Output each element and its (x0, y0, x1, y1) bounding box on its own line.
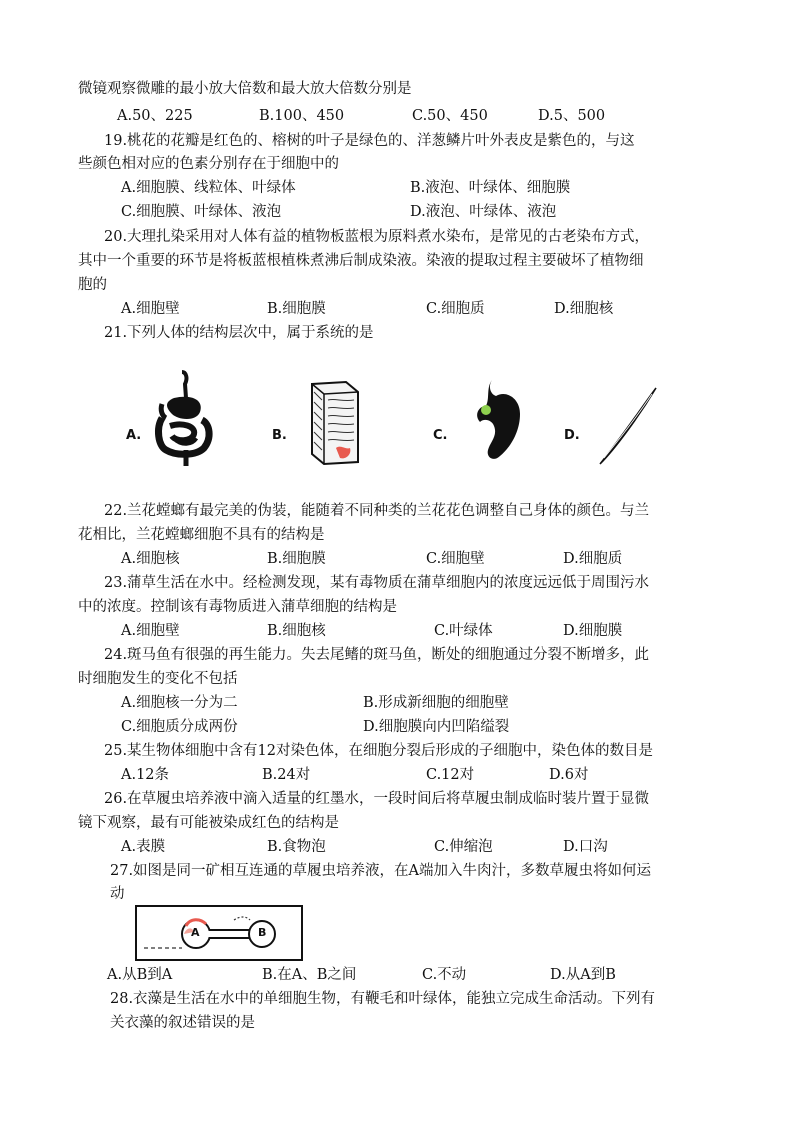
q24-stem-line-2: 时细胞发生的变化不包括 (78, 671, 238, 687)
q28-stem-line-2: 关衣藻的叙述错误的是 (110, 1015, 255, 1031)
q28-stem-line-1: 28.衣藻是生活在水中的单细胞生物，有鞭毛和叶绿体，能独立完成生命活动。下列有 (110, 991, 656, 1007)
q24-option-b: B.形成新细胞的细胞壁 (363, 695, 509, 711)
q20-option-b: B.细胞膜 (267, 301, 326, 317)
muscle-cell-figure (594, 384, 660, 468)
q24-option-a: A.细胞核一分为二 (121, 695, 238, 711)
q24-stem-line-1: 24.斑马鱼有很强的再生能力。失去尾鳍的斑马鱼，断处的细胞通过分裂不断增多，此 (104, 647, 650, 663)
q26-option-b: B.食物泡 (267, 839, 326, 855)
q23-option-d: D.细胞膜 (563, 623, 623, 639)
q26-option-c: C.伸缩泡 (434, 839, 493, 855)
q27-option-c: C.不动 (422, 967, 467, 983)
q23-stem-line-1: 23.蒲草生活在水中。经检测发现，某有毒物质在蒲草细胞内的浓度远远低于周围污水 (104, 575, 650, 591)
q24-option-c: C.细胞质分成两份 (121, 719, 238, 735)
q19-stem-line-1: 19.桃花的花瓣是红色的、榕树的叶子是绿色的、洋葱鳞片叶外表皮是紫色的，与这 (104, 133, 635, 149)
q23-option-b: B.细胞核 (267, 623, 326, 639)
tissue-block-figure (306, 378, 364, 468)
q20-option-d: D.细胞核 (554, 301, 614, 317)
q25-option-d: D.6对 (549, 767, 589, 783)
q20-option-a: A.细胞壁 (121, 301, 180, 317)
q24-option-d: D.细胞膜向内凹陷缢裂 (363, 719, 510, 735)
q26-option-a: A.表膜 (121, 839, 166, 855)
slide-label-a: A (191, 926, 200, 939)
q20-stem-line-2: 其中一个重要的环节是将板蓝根植株煮沸后制成染液。染液的提取过程主要破坏了植物细 (78, 253, 644, 269)
q19-option-b: B.液泡、叶绿体、细胞膜 (410, 180, 571, 196)
culture-slide-figure (134, 904, 306, 962)
q27-stem-line-1: 27.如图是同一矿相互连通的草履虫培养液，在A端加入牛肉汁，多数草履虫将如何运 (110, 863, 652, 879)
q27-option-d: D.从A到B (550, 967, 616, 983)
q25-option-c: C.12对 (426, 767, 475, 783)
q18-option-b: B.100、450 (259, 108, 345, 124)
digestive-system-figure (152, 368, 216, 468)
q27-option-b: B.在A、B之间 (262, 967, 357, 983)
stomach-organ-figure (470, 376, 526, 464)
q21-fig-label-a: A. (126, 428, 142, 443)
q26-stem-line-2: 镜下观察，最有可能被染成红色的结构是 (78, 815, 339, 831)
q23-option-a: A.细胞壁 (121, 623, 180, 639)
q18-option-d: D.5、500 (538, 108, 606, 124)
q21-fig-label-d: D. (564, 428, 580, 443)
q21-fig-label-b: B. (272, 428, 287, 443)
q20-stem-line-1: 20.大理扎染采用对人体有益的植物板蓝根为原料煮水染布，是常见的古老染布方式， (104, 229, 650, 245)
q22-stem-line-1: 22.兰花螳螂有最完美的伪装，能随着不同种类的兰花花色调整自己身体的颜色。与兰 (104, 503, 650, 519)
q19-option-d: D.液泡、叶绿体、液泡 (410, 204, 557, 220)
q21-stem: 21.下列人体的结构层次中，属于系统的是 (104, 325, 374, 341)
q21-fig-label-c: C. (433, 428, 448, 443)
q19-option-a: A.细胞膜、线粒体、叶绿体 (121, 180, 296, 196)
q22-option-b: B.细胞膜 (267, 551, 326, 567)
q26-option-d: D.口沟 (563, 839, 608, 855)
q23-stem-line-2: 中的浓度。控制该有毒物质进入蒲草细胞的结构是 (78, 599, 397, 615)
q25-stem: 25.某生物体细胞中含有12对染色体，在细胞分裂后形成的子细胞中，染色体的数目是 (104, 743, 654, 759)
slide-label-b: B (258, 926, 267, 939)
q25-option-b: B.24对 (262, 767, 311, 783)
q22-stem-line-2: 花相比，兰花螳螂细胞不具有的结构是 (78, 527, 325, 543)
q26-stem-line-1: 26.在草履虫培养液中滴入适量的红墨水，一段时间后将草履虫制成临时装片置于显微 (104, 791, 650, 807)
q25-option-a: A.12条 (121, 767, 170, 783)
q20-stem-line-3: 胞的 (78, 277, 107, 293)
q20-option-c: C.细胞质 (426, 301, 485, 317)
q22-option-c: C.细胞壁 (426, 551, 485, 567)
q22-option-d: D.细胞质 (563, 551, 623, 567)
q18-option-c: C.50、450 (412, 108, 488, 124)
q18-option-a: A.50、225 (117, 108, 193, 124)
question-18-stem-tail: 微镜观察微雕的最小放大倍数和最大放大倍数分别是 (78, 81, 412, 97)
q23-option-c: C.叶绿体 (434, 623, 493, 639)
q27-stem-line-2: 动 (110, 886, 125, 902)
q19-stem-line-2: 些颜色相对应的色素分别存在于细胞中的 (78, 156, 339, 172)
q22-option-a: A.细胞核 (121, 551, 180, 567)
q27-option-a: A.从B到A (107, 967, 173, 983)
q19-option-c: C.细胞膜、叶绿体、液泡 (121, 204, 282, 220)
